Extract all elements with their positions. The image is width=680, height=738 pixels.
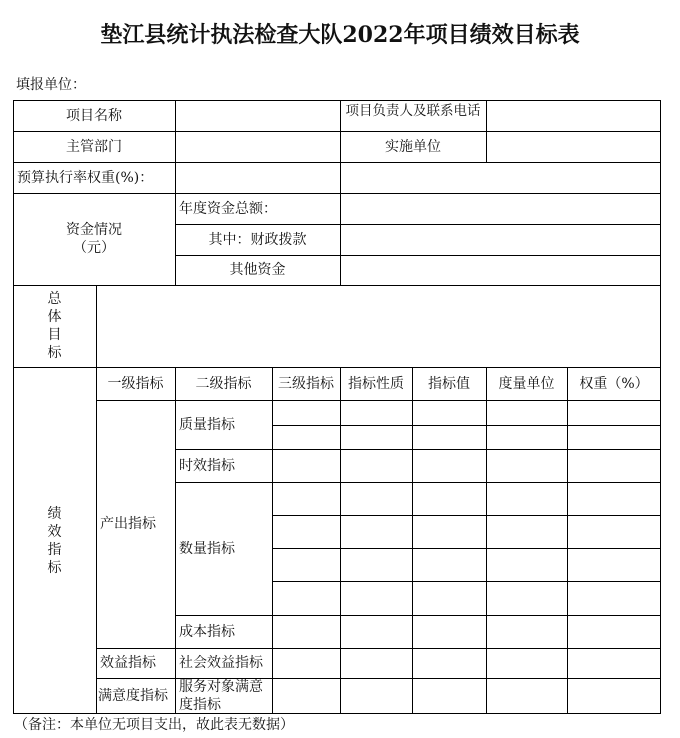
output-indicator-label: 产出指标 (100, 516, 156, 532)
grid-line-v (96, 285, 97, 714)
grid-line-h (13, 100, 661, 101)
budget-weight-label: 预算执行率权重(%)： (17, 169, 154, 186)
header-level1: 一级指标 (107, 375, 164, 392)
annual-total-label: 年度资金总额： (179, 200, 277, 217)
grid-line-h (272, 515, 661, 516)
grid-line-v (272, 367, 273, 714)
header-weight: 权重（%） (579, 375, 649, 392)
project-lead-contact-label: 项目负责人及联系电话 (345, 103, 481, 119)
performance-table (13, 100, 661, 714)
grid-line-h (13, 285, 661, 286)
quantity-indicator-label: 数量指标 (179, 540, 235, 557)
grid-line-h (175, 255, 661, 256)
social-benefit-indicator-label: 社会效益指标 (179, 655, 263, 671)
grid-line-h (272, 581, 661, 582)
grid-line-h (272, 425, 661, 426)
header-unit: 度量单位 (498, 375, 555, 392)
grid-line-h (13, 162, 661, 163)
performance-indicators-label: 绩 效 指 标 (47, 505, 62, 576)
supervising-dept-label: 主管部门 (66, 138, 122, 155)
cost-indicator-label: 成本指标 (179, 623, 235, 640)
grid-line-h (96, 678, 661, 679)
grid-line-v (486, 100, 487, 162)
fiscal-allocation-label: 其中：财政拨款 (208, 231, 307, 248)
timeliness-indicator-label: 时效指标 (179, 457, 235, 474)
quality-indicator-label: 质量指标 (179, 416, 235, 433)
satisfaction-indicator-label: 满意度指标 (98, 688, 168, 704)
grid-line-v (340, 100, 341, 285)
funds-label: 资金情况 （元） (66, 222, 122, 256)
header-nature: 指标性质 (348, 375, 404, 392)
service-satisfaction-indicator-label: 服务对象满意度指标 (179, 679, 263, 713)
grid-line-v (13, 100, 14, 714)
grid-line-h (175, 482, 661, 483)
grid-line-v (340, 367, 341, 714)
grid-line-v (412, 367, 413, 714)
header-level3: 三级指标 (278, 375, 334, 392)
page-title: 垫江县统计执法检查大队2022年项目绩效目标表 (100, 22, 580, 48)
benefit-indicator-label: 效益指标 (100, 655, 156, 671)
grid-line-v (175, 100, 176, 285)
grid-line-v (175, 367, 176, 714)
grid-line-h (175, 449, 661, 450)
footnote: （备注：本单位无项目支出，故此表无数据） (14, 717, 294, 733)
grid-line-v (486, 367, 487, 714)
grid-line-h (13, 193, 661, 194)
header-value: 指标值 (428, 375, 470, 392)
grid-line-h (272, 548, 661, 549)
grid-line-v (567, 367, 568, 714)
grid-line-v (660, 100, 661, 714)
other-funds-label: 其他资金 (229, 262, 286, 278)
grid-line-h (175, 615, 661, 616)
grid-line-h (13, 367, 661, 368)
implementing-unit-label: 实施单位 (385, 138, 441, 155)
project-name-label: 项目名称 (66, 107, 122, 124)
grid-line-h (96, 648, 661, 649)
grid-line-h (175, 224, 661, 225)
header-level2: 二级指标 (195, 375, 252, 392)
grid-line-h (96, 400, 661, 401)
grid-line-h (13, 131, 661, 132)
overall-goal-label: 总 体 目 标 (47, 291, 62, 361)
filler-unit-label: 填报单位： (16, 77, 86, 93)
